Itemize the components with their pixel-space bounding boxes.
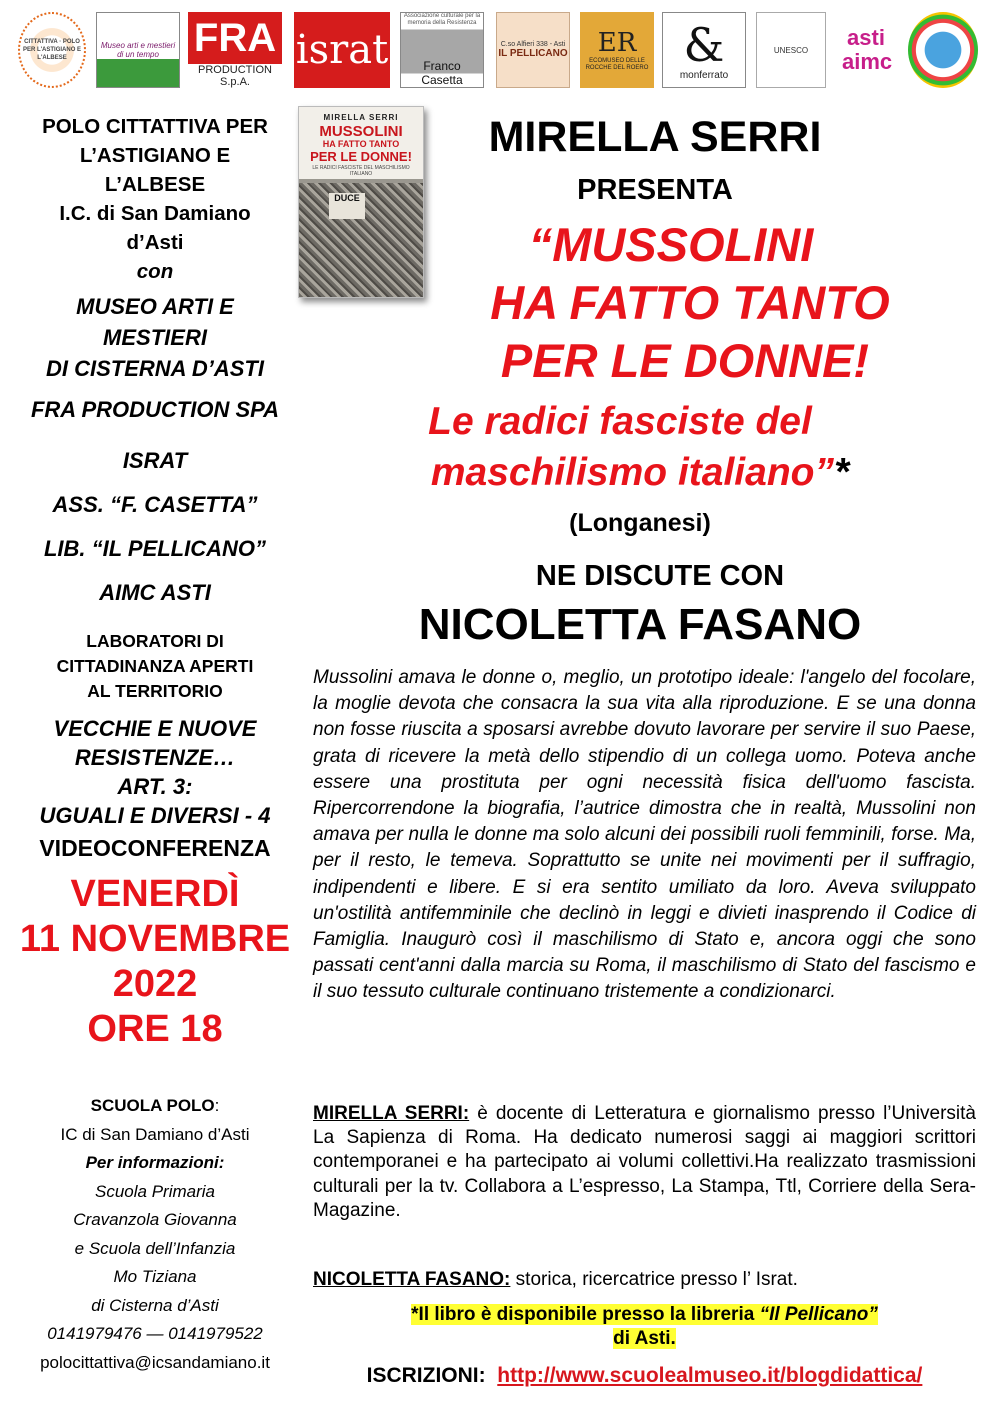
availability-note: *Il libro è disponibile presso la libreria “Il Pellicano” di Asti.	[411, 1304, 878, 1349]
pellicano-logo: C.so Alfieri 338 - Asti IL PELLICANO	[496, 12, 570, 88]
discute-label: NE DISCUTE CON	[535, 560, 785, 592]
laboratori-heading: LABORATORI DI CITTADINANZA APERTI AL TERRITORIO	[56, 631, 254, 701]
organizer-name: POLO CITTATTIVA PER L’ASTIGIANO E L’ALBESE I.C. di San Damiano d’Asti	[42, 115, 268, 254]
guest-bio: NICOLETTA FASANO: storica, ricercatrice presso l’ Israt.	[313, 1269, 798, 1290]
fra-production-logo: FRA PRODUCTION S.p.A.	[188, 12, 282, 88]
book-title: “MUSSOLINI HA FATTO TANTO PER LE DONNE!	[490, 218, 890, 387]
rete-museale-logo: & monferrato	[662, 12, 746, 88]
ecomuseo-logo: ER ECOMUSEO DELLE ROCCHE DEL ROERO	[580, 12, 654, 88]
book-cover: MIRELLA SERRI MUSSOLINI HA FATTO TANTO PER LE DONNE! LE RADICI FASCISTE DEL MASCHILISMO ITALIANO DUCE	[298, 106, 424, 298]
book-subtitle: Le radici fasciste del maschilismo italiano”*	[428, 400, 850, 494]
author-bio: MIRELLA SERRI: è docente di Letteratura e giornalismo presso l’Università La Sapienza di Roma. Ha dedicato numerosi saggi ai maggiori scrittori contemporanei e ha partecipato ai volumi collettivi.Ha realizzato trasmissioni culturali per la tv. Collabora a L’espresso, La Stampa, Ttl, Corriere della Sera-Magazine.	[313, 1103, 976, 1221]
presenta-label: PRESENTA	[577, 174, 733, 206]
franco-casetta-logo: Associazione culturale per la memoria della Resistenza Franco Casetta	[400, 12, 484, 88]
book-description: Mussolini amava le donne o, meglio, un prototipo ideale: l'angelo del focolare, la moglie devota che consacra la sua vita alla riproduzione. E se una donna non fosse riuscita a sposarsi avrebbe dovuto lavorare per servire il suo Paese, grata di ricevere la metà dello stipendio di un collega uomo. Poteva anche essere una prostituta per ogni necessità fisica dell'uomo fascista. Ripercorrendone la biografia, l’autrice dimostra che in realtà, Mussolini non amava per nulla le donne ma solo alcuni dei possibili ruoli femminili, forse. Ma, per il resto, le temeva. Soprattutto se unite nei movimenti per il suffragio, indipendenti e libere. E si era sentito umiliato da loro. Aveva sviluppato un'ostilità antifemminile che declinò in leggi e divieti inasprendo il Codice di Famiglia. Inaugurò così il maschilismo di Stato e, ancora oggi che sono passati cent'anni dalla marcia su Roma, il maschilismo di Stato del fascismo e il suo tessuto culturale continuano tristemente a condizionarci.	[313, 667, 976, 1003]
iscrizioni-label: ISCRIZIONI:	[366, 1364, 486, 1387]
museo-logo: Museo arti e mestieri di un tempo	[96, 12, 180, 88]
cittattiva-logo: CITTATTIVA · POLO PER L'ASTIGIANO E L'ALBESE	[18, 12, 86, 88]
partner-museo: MUSEO ARTI E MESTIERI DI CISTERNA D’ASTI	[46, 294, 264, 381]
iscrizioni-link[interactable]: http://www.scuolealmuseo.it/blogdidattica/	[497, 1364, 923, 1387]
aimc-logo: asti aimc	[842, 25, 893, 74]
contact-info: SCUOLA POLO: IC di San Damiano d’Asti Per informazioni: Scuola Primaria Cravanzola Giovanna e Scuola dell’Infanzia Mo Tiziana di Cisterna d’Asti 0141979476 — 0141979522 polocittattiva@icsandamiano.it	[0, 1092, 310, 1377]
israt-logo: israt	[294, 12, 390, 88]
partner-fra-production: FRA PRODUCTION SPA	[30, 397, 280, 422]
scuola-polo: SCUOLA POLO:	[90, 1096, 220, 1115]
partners-list: ISRAT ASS. “F. CASETTA” LIB. “IL PELLICANO” AIMC ASTI	[43, 448, 267, 605]
author-name: MIRELLA SERRI	[488, 113, 822, 161]
event-date: VENERDÌ 11 NOVEMBRE 2022 ORE 18	[19, 873, 291, 1050]
book-cover-photo: DUCE	[299, 183, 423, 297]
email-address[interactable]: polocittattiva@icsandamiano.it	[40, 1352, 270, 1372]
phone-numbers: 0141979476 — 0141979522	[47, 1324, 263, 1343]
project-title: VECCHIE E NUOVE RESISTENZE… ART. 3: UGUALI E DIVERSI - 4	[39, 716, 271, 828]
publisher: (Longanesi)	[569, 509, 711, 537]
logo-strip	[10, 8, 982, 90]
world-logo	[908, 12, 978, 88]
guest-name: NICOLETTA FASANO	[418, 600, 862, 649]
left-column	[0, 112, 310, 1377]
iscrizioni-line	[313, 1362, 976, 1390]
con-label: con	[136, 260, 174, 283]
format-label: VIDEOCONFERENZA	[39, 835, 271, 861]
unesco-logo: UNESCO	[756, 12, 826, 88]
book-cover-title: MUSSOLINI HA FATTO TANTO PER LE DONNE!	[310, 123, 412, 164]
